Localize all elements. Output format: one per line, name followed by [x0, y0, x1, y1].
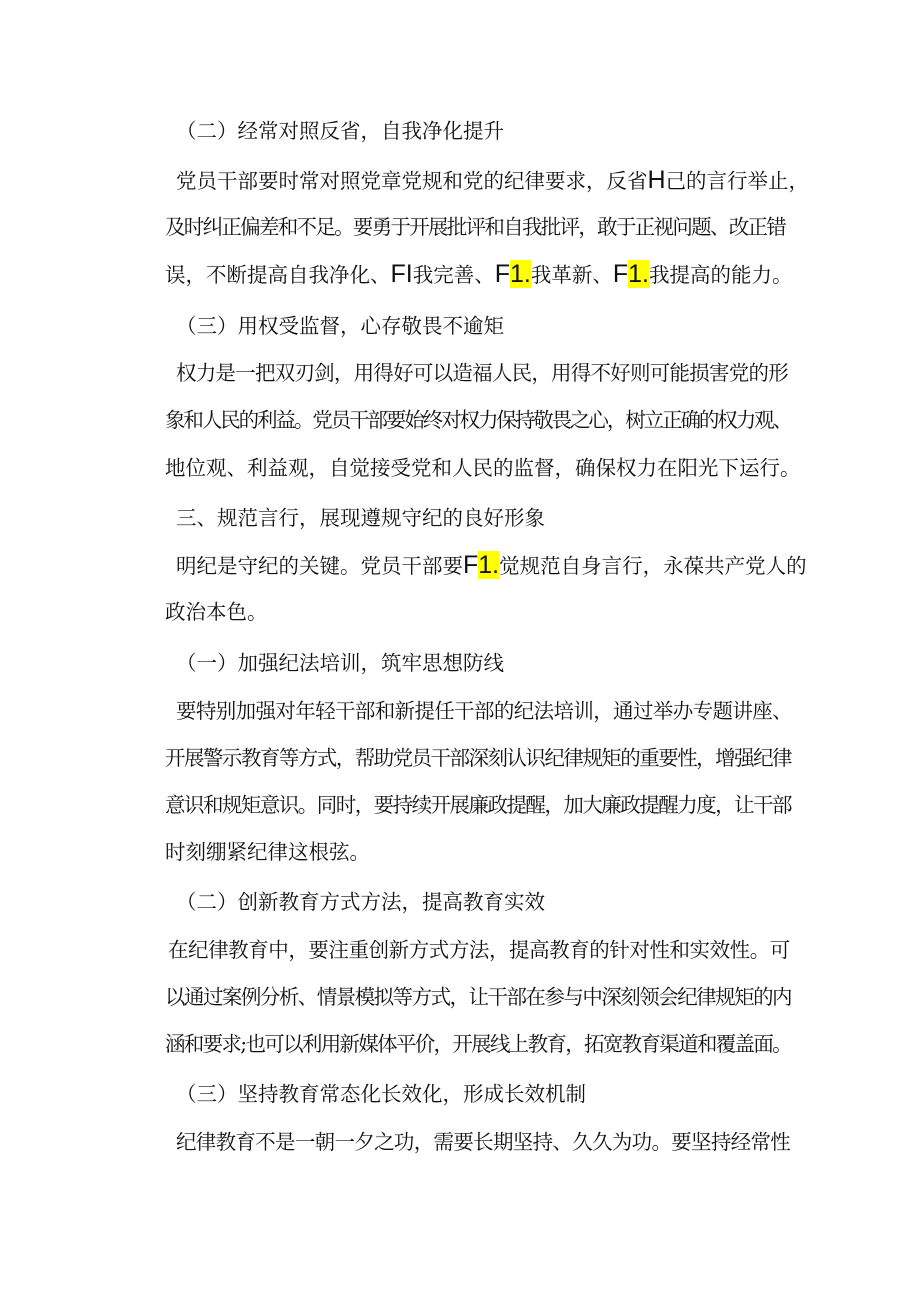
text-segment: （二）经常对照反省，自我净化提升 — [176, 119, 504, 143]
text-line-p4-3 — [165, 790, 791, 820]
text-line-p5-3 — [165, 1029, 791, 1059]
text-segment: 权力是一把双刃剑，用得好可以造福人民，用得不好则可能损害党的形 — [176, 361, 788, 385]
text-line-p2-3 — [165, 453, 801, 483]
text-segment: （一）加强纪法培训，筑牢思想防线 — [176, 651, 504, 675]
text-line-p3-2 — [165, 597, 268, 627]
text-segment: 己的言行举止， — [665, 169, 810, 193]
text-line-h-3-1 — [176, 648, 504, 678]
text-segment: （三）坚持教育常态化长效化，形成长效机制 — [176, 1082, 586, 1106]
text-segment: 涵和要求;也可以利用新媒体平价，开展线上教育，拓宽教育渠道和覆盖面。 — [165, 1032, 791, 1056]
text-segment: 意识和规矩意识。同时，要持续开展廉政提醒，加大廉政提醒力度，让干部 — [165, 793, 792, 817]
text-segment: 要特别加强对年轻干部和新提任干部的纪法培训，通过举办专题讲座、 — [176, 699, 792, 723]
text-segment: 开展警示教育等方式，帮助党员干部深刻认识纪律规矩的重要性，增强纪律 — [165, 746, 792, 770]
text-line-p4-2 — [165, 743, 791, 773]
text-line-p6-1 — [176, 1127, 790, 1157]
highlighted-text: 1. — [510, 260, 531, 288]
text-line-p2-2 — [165, 405, 791, 435]
text-segment: 纪律教育不是一朝一夕之功，需要长期坚持、久久为功。要坚持经常性 — [176, 1130, 791, 1154]
text-line-h-3-3 — [176, 1079, 586, 1109]
text-segment: 地位观、利益观，自觉接受党和人民的监督，确保权力在阳光下运行。 — [165, 456, 801, 480]
text-segment: 以通过案例分析、情景模拟等方式，让干部在参与中深刻领会纪律规矩的内 — [165, 985, 792, 1009]
text-segment: FI — [390, 260, 413, 288]
highlighted-text: 1. — [628, 260, 649, 288]
text-segment: 政治本色。 — [165, 600, 268, 624]
text-segment: 明纪是守纪的关键。党员干部要 — [176, 554, 463, 578]
text-line-p4-1 — [176, 696, 792, 726]
text-segment: 党员干部要时常对照党章党规和党的纪律要求，反省 — [176, 169, 648, 193]
text-segment: 我提高的能力。 — [649, 263, 793, 287]
text-segment: 觉规范自身言行，永葆共产党人的 — [499, 554, 807, 578]
text-segment: 三、规范言行，展现遵规守纪的良好形象 — [176, 506, 545, 530]
text-segment: F — [494, 260, 510, 288]
text-line-p4-4 — [165, 837, 370, 867]
text-line-p1-2 — [165, 212, 785, 242]
text-line-h-2-2 — [176, 116, 504, 146]
text-segment: F — [463, 551, 479, 579]
text-line-p2-1 — [176, 358, 788, 388]
text-line-h-2-3 — [176, 311, 504, 341]
text-segment: 在纪律教育中，要注重创新方式方法，提高教育的针对性和实效性。可 — [168, 938, 790, 962]
text-line-p3-1 — [176, 550, 807, 581]
text-line-p1-3 — [165, 259, 793, 290]
highlighted-text: 1. — [478, 551, 500, 579]
text-segment: H — [647, 166, 666, 194]
text-segment: 误，不断提高自我净化、 — [165, 263, 391, 287]
text-line-p5-1 — [168, 935, 790, 965]
text-line-h-3 — [176, 503, 545, 533]
text-line-p1-1 — [176, 165, 809, 196]
text-segment: 时刻绷紧纪律这根弦。 — [165, 840, 370, 864]
text-segment: 我完善、 — [412, 263, 495, 287]
text-line-p5-2 — [165, 982, 791, 1012]
text-segment: 我革新、 — [530, 263, 613, 287]
text-segment: （三）用权受监督，心存敬畏不逾矩 — [176, 314, 504, 338]
text-segment: F — [612, 260, 629, 288]
text-segment: （二）创新教育方式方法，提高教育实效 — [176, 890, 545, 914]
text-segment: 象和人民的利益。党员干部要始终对权力保持敬畏之心，树立正确的权力观、 — [165, 408, 791, 432]
text-line-h-3-2 — [176, 887, 545, 917]
text-segment: 及时纠正偏差和不足。要勇于开展批评和自我批评，敢于正视问题、改正错 — [165, 215, 786, 239]
